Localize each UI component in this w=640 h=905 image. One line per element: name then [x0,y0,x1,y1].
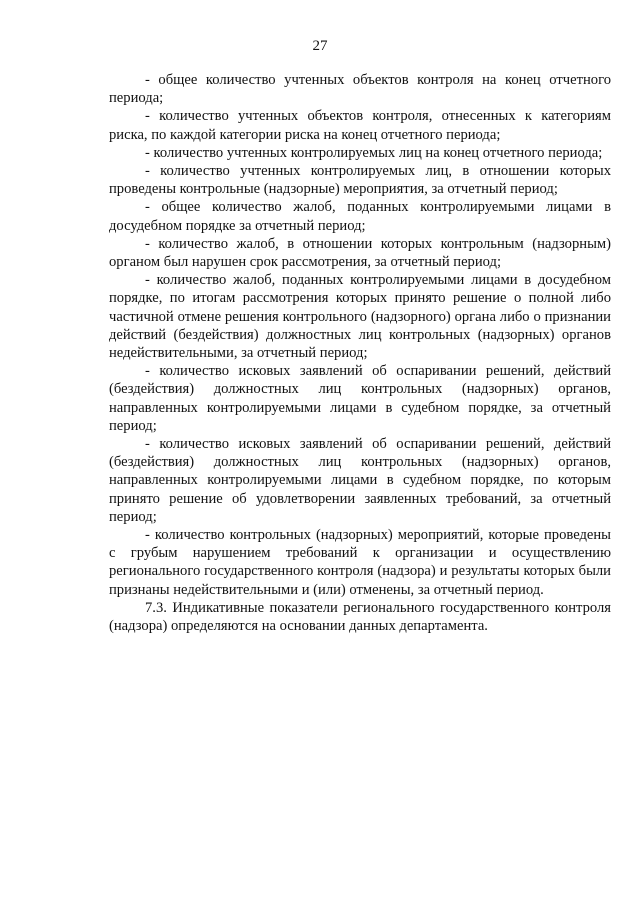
paragraph-section-7-3: 7.3. Индикативные показатели регионального государственного контроля (надзора) определяются на основании данных департамента. [109,599,611,635]
paragraph: - количество контрольных (надзорных) мероприятий, которые проведены с грубым нарушением требований к организации и осуществлению регионального государственного контроля (надзора) и результаты которых были признаны недействительными и (или) отменены, за отчетный период. [109,527,611,598]
paragraph: - количество жалоб, поданных контролируемыми лицами в досудебном порядке, по итогам рассмотрения которых принято решение о полной либо частичной отмене решения контрольного (надзорного) органа либо о признании действий (бездействия) должностных лиц контрольных (надзорных) органов недействительными, за отчетный период; [109,272,611,362]
paragraph: - общее количество жалоб, поданных контролируемыми лицами в досудебном порядке за отчетный период; [109,199,611,234]
paragraph: - общее количество учтенных объектов контроля на конец отчетного периода; [109,72,611,107]
document-body [109,71,611,635]
paragraph: - количество учтенных объектов контроля, отнесенных к категориям риска, по каждой категории риска на конец отчетного периода; [109,108,611,143]
paragraph: - количество учтенных контролируемых лиц на конец отчетного периода; [145,144,603,161]
paragraph: - количество учтенных контролируемых лиц, в отношении которых проведены контрольные (надзорные) мероприятия, за отчетный период; [109,163,611,198]
paragraph: - количество исковых заявлений об оспаривании решений, действий (бездействия) должностных лиц контрольных (надзорных) органов, направленных контролируемыми лицами в судебном порядке, по которым принято решение об удовлетворении заявленных требований, за отчетный период; [109,436,611,525]
page-number: 27 [312,38,328,54]
paragraph: - количество исковых заявлений об оспаривании решений, действий (бездействия) должностных лиц контрольных (надзорных) органов, направленных контролируемыми лицами в судебном порядке, за отчетный период; [109,363,611,434]
paragraph: - количество жалоб, в отношении которых контрольным (надзорным) органом был нарушен срок рассмотрения, за отчетный период; [109,235,611,271]
